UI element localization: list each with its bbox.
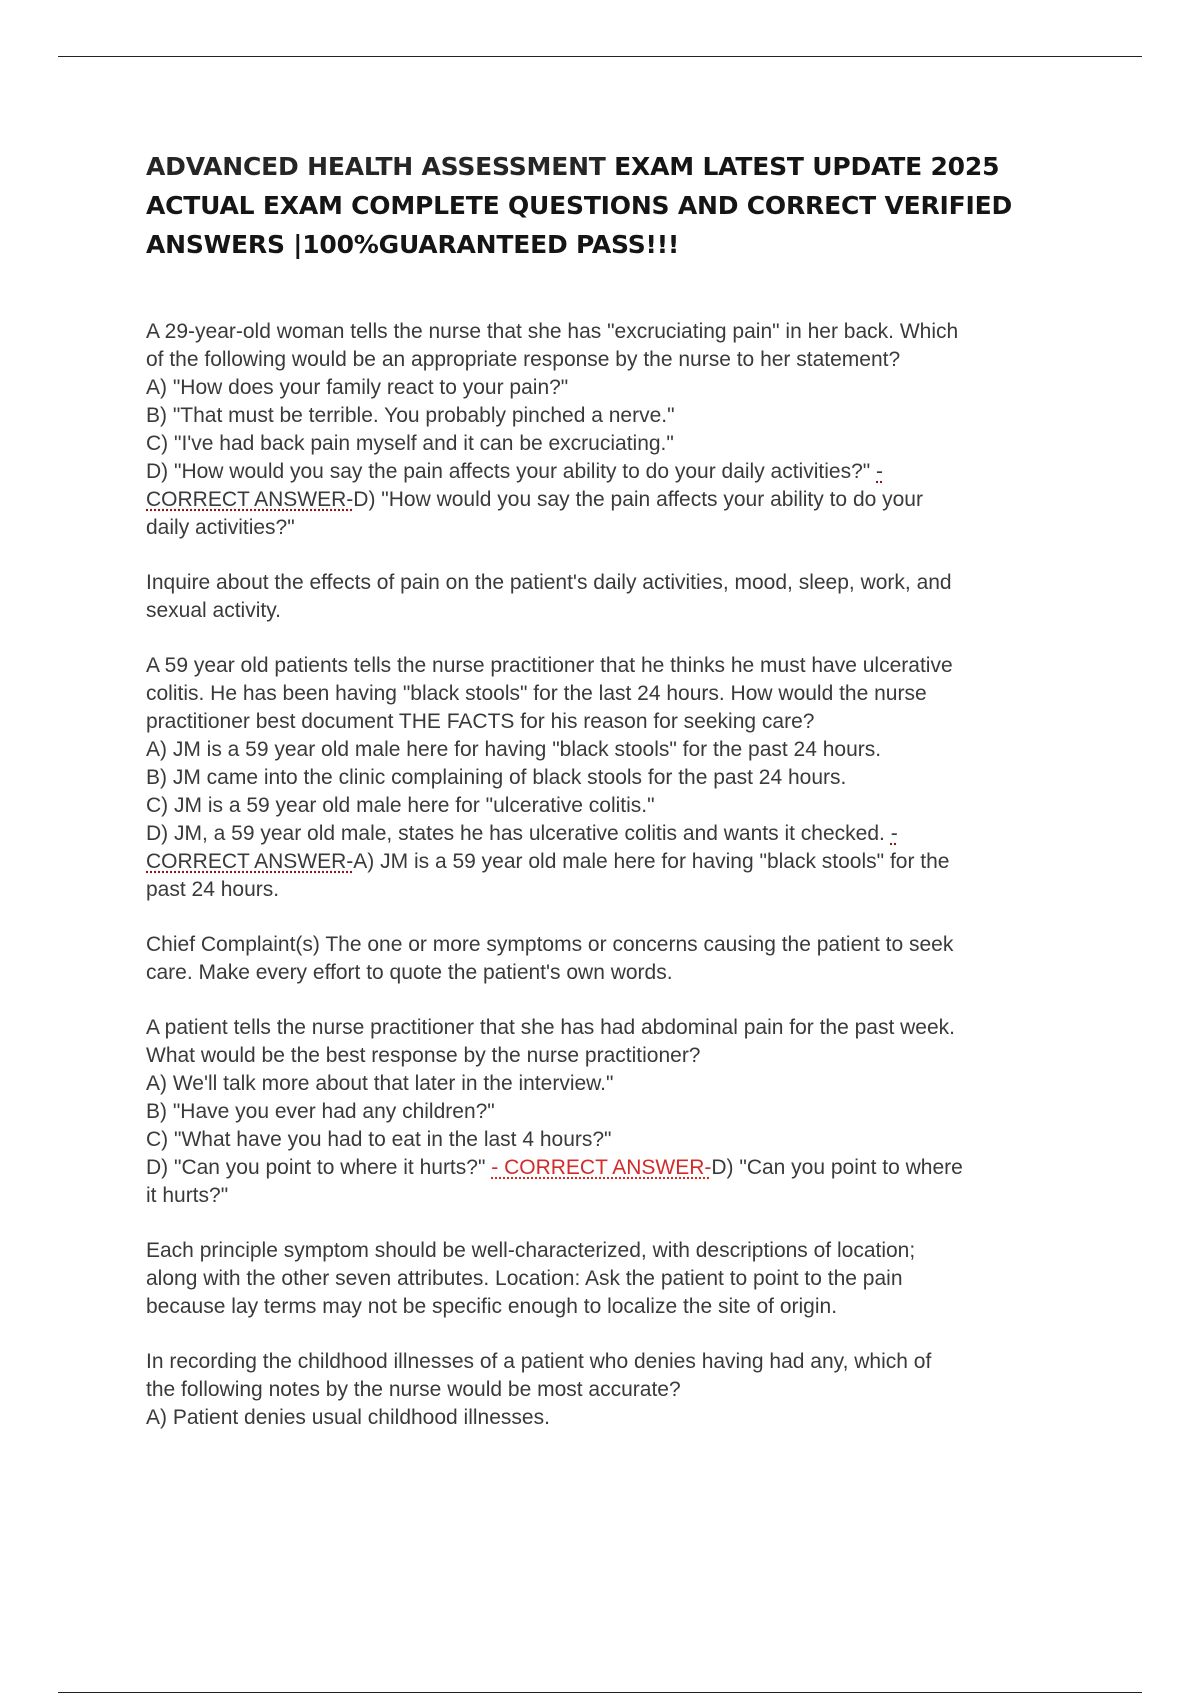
title-line-2: ACTUAL EXAM COMPLETE QUESTIONS AND CORRECT VERIFIED (146, 191, 1013, 220)
correct-answer-continued: daily activities?" (146, 516, 295, 539)
document-title (146, 147, 1106, 264)
rationale-text: care. Make every effort to quote the patient's own words. (146, 961, 673, 984)
footer-rule (58, 1692, 1142, 1693)
option-c: C) JM is a 59 year old male here for "ulcerative colitis." (146, 794, 655, 817)
question-stem: In recording the childhood illnesses of a patient who denies having had any, which of (146, 1350, 932, 1373)
question-stem: practitioner best document THE FACTS for his reason for seeking care? (146, 710, 815, 733)
correct-answer-label: CORRECT ANSWER- (146, 850, 354, 873)
correct-answer-continued: past 24 hours. (146, 878, 280, 901)
option-c: C) "What have you had to eat in the last 4 hours?" (146, 1128, 612, 1151)
rationale-text: Chief Complaint(s) The one or more symptoms or concerns causing the patient to seek (146, 933, 954, 956)
correct-answer-label: - CORRECT ANSWER- (491, 1156, 712, 1179)
question-4 (146, 1348, 1106, 1432)
rationale-3 (146, 1237, 1106, 1321)
correct-answer-continued: it hurts?" (146, 1184, 229, 1207)
question-2 (146, 652, 1106, 904)
question-stem: A 59 year old patients tells the nurse practitioner that he thinks he must have ulcerative (146, 654, 953, 677)
rationale-text: along with the other seven attributes. Location: Ask the patient to point to the pain (146, 1267, 903, 1290)
option-a: A) We'll talk more about that later in the interview." (146, 1072, 614, 1095)
rationale-text: sexual activity. (146, 599, 281, 622)
question-stem: A patient tells the nurse practitioner that she has had abdominal pain for the past week. (146, 1016, 956, 1039)
title-part-2: EXAM LATEST UPDATE 2025 (605, 152, 1000, 181)
option-d: D) "Can you point to where it hurts?" - CORRECT ANSWER-D) "Can you point to where (146, 1156, 963, 1179)
correct-answer-marker: - (876, 460, 884, 483)
question-stem: of the following would be an appropriate response by the nurse to her statement? (146, 348, 901, 371)
option-b: B) JM came into the clinic complaining of black stools for the past 24 hours. (146, 766, 847, 789)
rationale-text: Each principle symptom should be well-characterized, with descriptions of location; (146, 1239, 916, 1262)
option-b: B) "That must be terrible. You probably pinched a nerve." (146, 404, 675, 427)
document-body (146, 318, 1106, 1459)
title-part-1: ADVANCED HEALTH ASSESSMENT (146, 152, 606, 181)
correct-answer-label: CORRECT ANSWER- (146, 488, 354, 511)
question-stem: colitis. He has been having "black stools" for the last 24 hours. How would the nurse (146, 682, 927, 705)
option-d: D) "How would you say the pain affects your ability to do your daily activities?" - (146, 460, 884, 483)
rationale-1 (146, 569, 1106, 625)
option-a: A) "How does your family react to your pain?" (146, 376, 569, 399)
option-a: A) JM is a 59 year old male here for having "black stools" for the past 24 hours. (146, 738, 882, 761)
title-line-3: ANSWERS |100%GUARANTEED PASS!!! (146, 230, 680, 259)
option-b: B) "Have you ever had any children?" (146, 1100, 495, 1123)
option-a: A) Patient denies usual childhood illnesses. (146, 1406, 550, 1429)
option-c: C) "I've had back pain myself and it can be excruciating." (146, 432, 674, 455)
question-stem: the following notes by the nurse would be most accurate? (146, 1378, 681, 1401)
rationale-text: Inquire about the effects of pain on the patient's daily activities, mood, sleep, work, and (146, 571, 952, 594)
correct-answer-marker: - (890, 822, 898, 845)
option-d: D) JM, a 59 year old male, states he has ulcerative colitis and wants it checked. - (146, 822, 898, 845)
question-1 (146, 318, 1106, 542)
correct-answer: CORRECT ANSWER-D) "How would you say the pain affects your ability to do your (146, 488, 923, 511)
header-rule (58, 56, 1142, 57)
question-3 (146, 1014, 1106, 1210)
question-stem: What would be the best response by the nurse practitioner? (146, 1044, 701, 1067)
question-stem: A 29-year-old woman tells the nurse that she has "excruciating pain" in her back. Which (146, 320, 959, 343)
correct-answer: CORRECT ANSWER-A) JM is a 59 year old male here for having "black stools" for the (146, 850, 950, 873)
rationale-2 (146, 931, 1106, 987)
rationale-text: because lay terms may not be specific enough to localize the site of origin. (146, 1295, 838, 1318)
